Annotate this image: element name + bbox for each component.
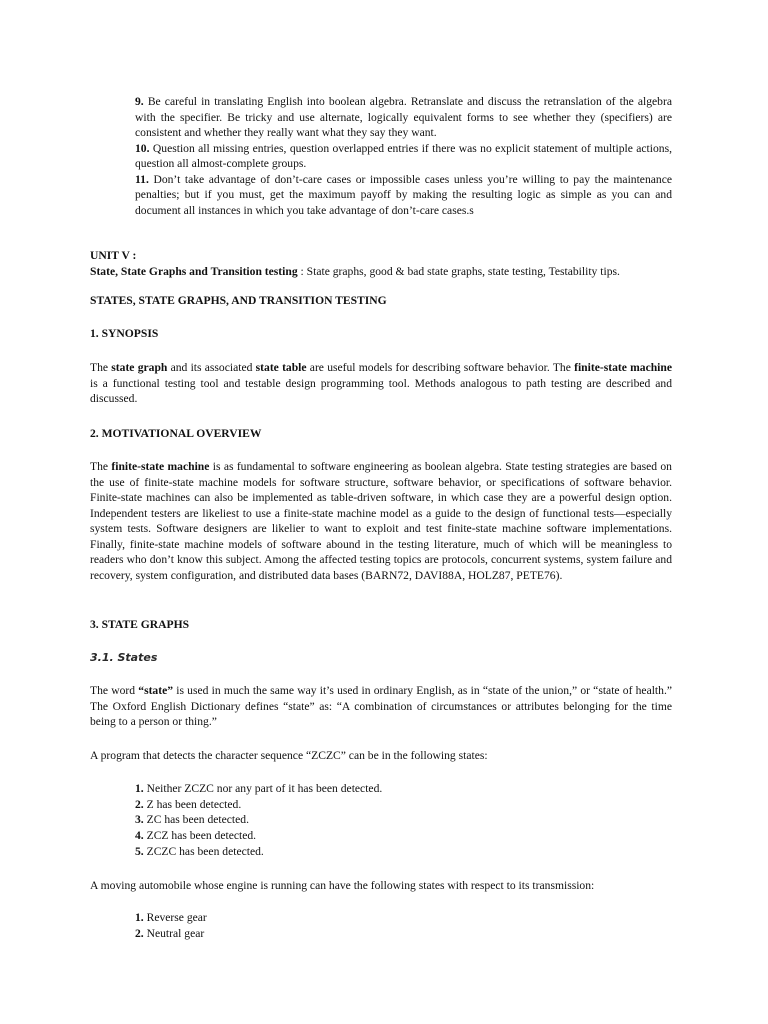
list-item: 3. ZC has been detected. (135, 813, 249, 827)
automobile-state-list (135, 910, 207, 941)
guideline-number: 9. (135, 95, 144, 108)
list-item: 5. ZCZC has been detected. (135, 844, 264, 858)
unit-label: UNIT V : (90, 249, 137, 262)
automobile-intro: A moving automobile whose engine is running can have the following states with respect to its transmission: (90, 879, 595, 892)
guideline-number: 10. (135, 141, 150, 155)
main-heading: STATES, STATE GRAPHS, AND TRANSITION TESTING (90, 294, 387, 307)
list-item: 2. Z has been detected. (135, 797, 242, 811)
guideline-list (135, 94, 672, 218)
states-subheading: 3.1. States (90, 651, 158, 664)
guideline-text: Question all missing entries, question overlapped entries if there was no explicit statement of multiple actions, question all almost-complete groups. (135, 141, 672, 170)
motivational-paragraph: The finite-state machine is as fundamental to software engineering as boolean algebra. State testing strategies are based on the use of finite-state machine models for software structure, software behavior, or specifications of software behavior. Finite-state machines can also be implemented as table-driven software, in which case they are a powerful design option. Independent testers are likeliest to use a finite-state machine model as a guide to the design of functional tests—especially system tests. Software designers are likelier to want to exploit and test finite-state machine software implementations. Finally, finite-state machine models of software abound in the testing literature, much of which will be meaningless to readers who don’t know this subject. Among the affected testing topics are protocols, concurrent systems, system failure and recovery, system configuration, and distributed data bases (BARN72, DAVI88A, HOLZ87, PETE76). (90, 460, 672, 582)
guideline-text: Don’t take advantage of don’t-care cases or impossible cases unless you’re willing to pay the maintenance penalties; but if you must, get the maximum payoff by making the resulting logic as simple as you can and document all instances in which you take advantage of don’t-care cases.s (135, 172, 672, 217)
list-item: 2. Neutral gear (135, 926, 205, 940)
zczc-intro: A program that detects the character sequence “ZCZC” can be in the following states: (90, 749, 488, 762)
unit-title: State, State Graphs and Transition testing (90, 264, 298, 278)
unit-header (90, 248, 672, 279)
states-paragraph: The word “state” is used in much the same way it’s used in ordinary English, as in “state of the union,” or “state of health.” The Oxford English Dictionary defines “state” as: “A combination of circumstances or attributes belonging for the time being to a person or thing.” (90, 684, 672, 728)
synopsis-heading: 1. SYNOPSIS (90, 327, 159, 340)
zczc-state-list (135, 781, 382, 859)
guideline-item (135, 141, 672, 172)
guideline-text: Be careful in translating English into boolean algebra. Retranslate and discuss the retranslation of the algebra with the specifier. Be tricky and use alternate, logically equivalent forms to see whether they (specifiers) are consistent and whether they really want what they say they want. (135, 95, 672, 139)
list-item: 1. Reverse gear (135, 911, 207, 924)
unit-topics: : State graphs, good & bad state graphs, state testing, Testability tips. (297, 264, 620, 278)
guideline-item (135, 94, 672, 141)
guideline-item (135, 172, 672, 219)
guideline-number: 11. (135, 172, 149, 186)
list-item: 4. ZCZ has been detected. (135, 829, 257, 843)
unit-description (90, 264, 672, 280)
motivational-heading: 2. MOTIVATIONAL OVERVIEW (90, 427, 262, 440)
synopsis-paragraph: The state graph and its associated state table are useful models for describing software behavior. The finite-state machine is a functional testing tool and testable design programming tool. Methods analogous to path testing are described and discussed. (90, 361, 672, 405)
state-graphs-heading: 3. STATE GRAPHS (90, 618, 190, 631)
list-item: 1. Neither ZCZC nor any part of it has been detected. (135, 782, 383, 795)
